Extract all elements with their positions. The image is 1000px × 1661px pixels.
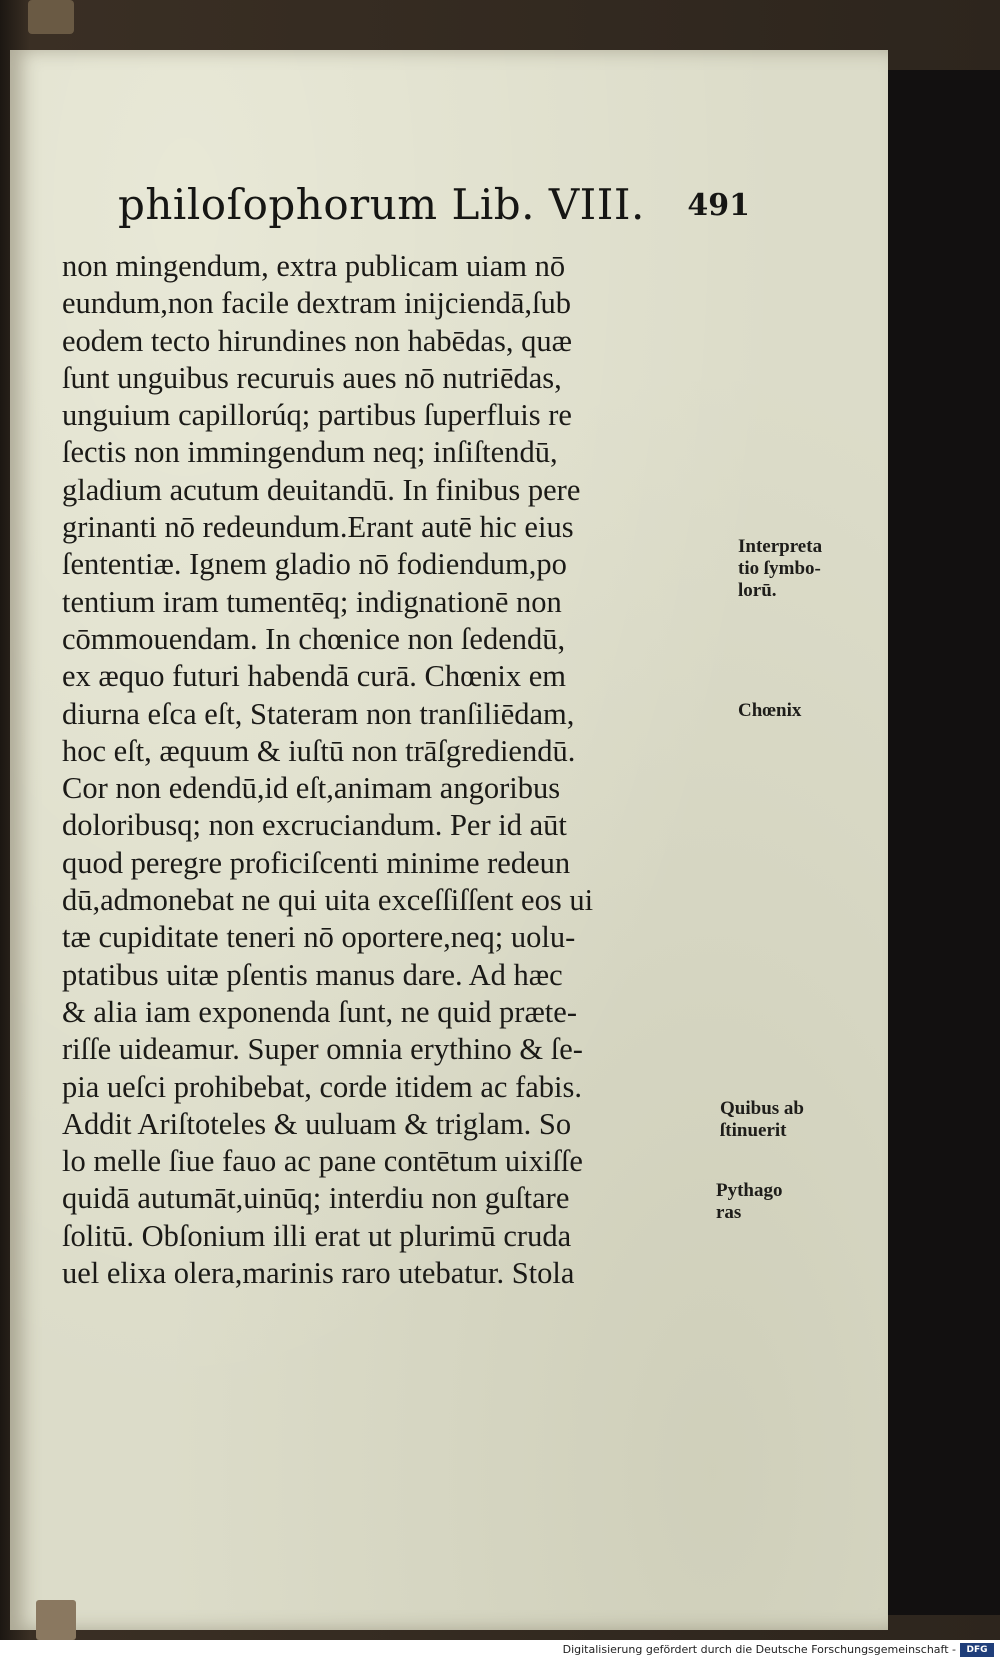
text-line: tæ cupiditate teneri nō oportere,neq; uolu- bbox=[62, 920, 576, 955]
dfg-logo[interactable]: DFG bbox=[960, 1643, 994, 1657]
marginal-note-line: Interpreta bbox=[738, 536, 823, 557]
text-line: quidā autumāt,uinūq; interdiu non guſtare bbox=[62, 1181, 570, 1216]
page-number: 491 bbox=[687, 188, 750, 223]
text-line: ex æquo futuri habendā curā. Chœnix em bbox=[62, 659, 566, 694]
marginal-note-line: Pythago bbox=[716, 1180, 783, 1201]
marginal-note-line: Chœnix bbox=[738, 700, 802, 721]
book-clasp bbox=[28, 0, 74, 34]
book-fore-edge bbox=[886, 70, 1000, 1615]
text-line: eodem tecto hirundines non habēdas, quæ bbox=[62, 323, 572, 358]
text-line: ſolitū. Obſonium illi erat ut plurimū cruda bbox=[62, 1218, 572, 1253]
marginal-note-interpretatio bbox=[738, 536, 888, 602]
text-line: ſententiæ. Ignem gladio nō fodiendum,po bbox=[62, 547, 567, 582]
text-line: hoc eſt, æquum & iuſtū non trāſgrediendū. bbox=[62, 733, 576, 768]
marginal-note-line: tio ſymbo- bbox=[738, 558, 821, 579]
marginal-note-choenix bbox=[738, 700, 888, 722]
text-line: uel elixa olera,marinis raro utebatur. Stola bbox=[62, 1256, 575, 1291]
text-line: tentium iram tumentēq; indignationē non bbox=[62, 584, 562, 619]
text-line: pia ueſci prohibebat, corde itidem ac fabis. bbox=[62, 1069, 582, 1104]
marginal-note-line: ſtinuerit bbox=[720, 1120, 787, 1141]
marginal-note-line: ras bbox=[716, 1202, 742, 1223]
main-text-block bbox=[62, 248, 722, 1292]
text-line: Cor non edendū,id eſt,animam angoribus bbox=[62, 771, 561, 806]
text-line: cōmmouendam. In chœnice non ſedendū, bbox=[62, 621, 566, 656]
text-line: gladium acutum deuitandū. In finibus pere bbox=[62, 472, 581, 507]
marginal-note-line: Quibus ab bbox=[720, 1098, 804, 1119]
marginal-note-quibus bbox=[720, 1098, 870, 1142]
text-line: lo melle ſiue fauo ac pane contētum uixiſſe bbox=[62, 1144, 583, 1179]
text-line: doloribusq; non excruciandum. Per id aūt bbox=[62, 808, 567, 843]
text-line: dū,admonebat ne qui uita exceſſiſſent eos ui bbox=[62, 883, 594, 918]
text-line: Addit Ariſtoteles & uuluam & triglam. So bbox=[62, 1106, 572, 1141]
text-line: non mingendum, extra publicam uiam nō bbox=[62, 249, 566, 283]
digitization-footer bbox=[0, 1640, 1000, 1661]
book-clasp-bottom bbox=[36, 1600, 76, 1640]
marginal-note-pythagoras bbox=[716, 1180, 866, 1224]
text-line: diurna eſca eſt, Stateram non tranſiliēdam, bbox=[62, 696, 575, 731]
text-line: & alia iam exponenda ſunt, ne quid præte- bbox=[62, 994, 577, 1029]
page-header bbox=[110, 180, 750, 240]
footer-credit-text: Digitalisierung gefördert durch die Deutsche Forschungsgemeinschaft - bbox=[562, 1643, 956, 1656]
marginal-note-line: lorū. bbox=[738, 580, 777, 601]
text-line: riſſe uideamur. Super omnia erythino & ſe- bbox=[62, 1032, 583, 1067]
text-line: ſunt unguibus recuruis aues nō nutriēdas, bbox=[62, 360, 562, 395]
text-line: ſectis non immingendum neq; inſiſtendū, bbox=[62, 435, 558, 470]
text-line: grinanti nō redeundum.Erant autē hic eius bbox=[62, 510, 574, 545]
text-line: unguium capillorúq; partibus ſuperfluis re bbox=[62, 398, 572, 433]
running-head: philoſophorum Lib. VIII. bbox=[118, 180, 645, 229]
text-line: ptatibus uitæ pſentis manus dare. Ad hæc bbox=[62, 957, 563, 992]
text-line: eundum,non facile dextram inijciendā,ſub bbox=[62, 286, 572, 321]
text-line: quod peregre proficiſcenti minime redeun bbox=[62, 845, 571, 880]
